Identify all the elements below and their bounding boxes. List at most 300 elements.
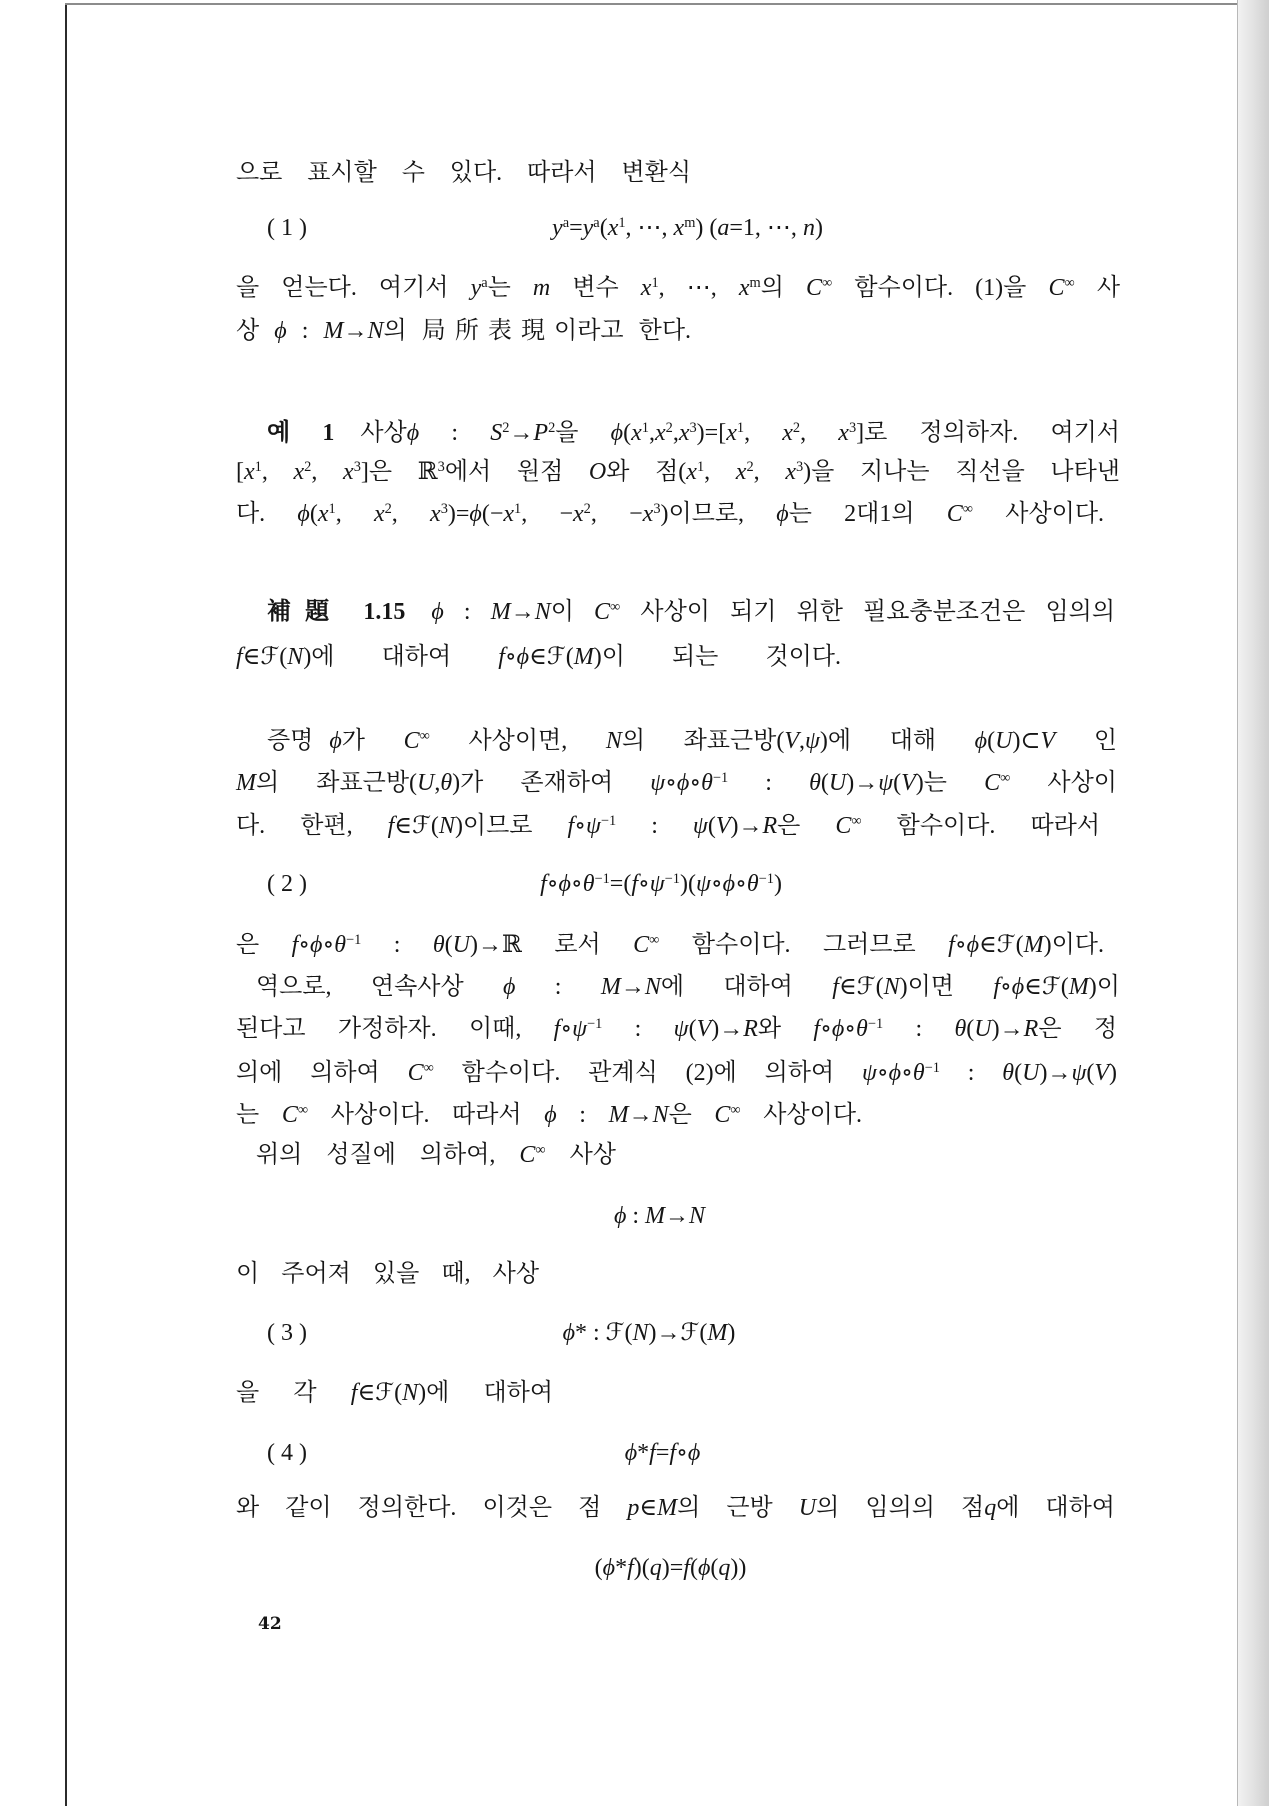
math-symbol: ϕ (406, 420, 420, 446)
text-run: ∈ℱ( (1024, 974, 1069, 1000)
text-run: 을 각 (236, 1380, 351, 1406)
superscript: m (684, 215, 696, 232)
math-symbol: M (573, 644, 594, 670)
text-run: ( (689, 1555, 698, 1581)
math-symbol: ϕ (697, 1555, 711, 1581)
math-symbol: a (717, 215, 730, 241)
math-symbol: V (715, 813, 731, 839)
math-symbol: M (657, 1495, 678, 1521)
text-run: )에 대하여 (418, 1380, 553, 1406)
text-run: 는 2대1의 (788, 501, 947, 527)
text-run: )이므로, (660, 501, 777, 527)
math-symbol: q (649, 1555, 662, 1581)
text-run: 은 (236, 932, 292, 958)
text-run: )이 되는 것이다. (593, 644, 841, 670)
math-symbol: p (627, 1495, 640, 1521)
text-line (236, 1258, 539, 1290)
text-run: : (728, 770, 810, 796)
superscript: 3 (353, 459, 361, 476)
superscript: 3 (437, 459, 445, 476)
math-symbol: ϕ (610, 420, 624, 446)
superscript: ∞ (730, 1102, 741, 1119)
math-symbol: f (553, 1016, 561, 1042)
math-symbol: N (689, 1203, 706, 1229)
text-run: ∘ (820, 1016, 832, 1042)
text-run: )→ (711, 1016, 744, 1042)
superscript: −1 (600, 813, 617, 830)
superscript: ∞ (962, 501, 974, 518)
math-symbol: x (573, 501, 584, 527)
text-run: )이므로 (454, 813, 568, 839)
math-symbol: V (696, 1016, 712, 1042)
math-symbol: ϕ (613, 1203, 627, 1229)
superscript: 1 (736, 420, 745, 437)
math-symbol: ϕ (274, 318, 287, 344)
math-symbol: x (782, 420, 793, 446)
text-run: ) (773, 871, 782, 897)
text-run: 사상이면, (429, 728, 606, 754)
superscript: 2 (548, 420, 556, 437)
superscript: a (593, 215, 600, 232)
superscript: 1 (254, 459, 262, 476)
superscript: ∞ (1064, 275, 1075, 292)
text-run: ∘ (876, 1060, 889, 1086)
math-symbol: N (652, 1102, 669, 1128)
text-run: ∘ (676, 1440, 688, 1466)
text-run: )( (633, 1555, 650, 1581)
text-line (236, 1492, 1115, 1524)
text-run: , ⋯, (658, 275, 739, 301)
text-run: ∈ℱ( (838, 974, 884, 1000)
superscript: 1 (696, 459, 705, 476)
equation (605, 1437, 720, 1469)
text-run: : (939, 1060, 1003, 1086)
text-run: 사상이다. (973, 501, 1104, 527)
math-symbol: θ (582, 871, 595, 897)
superscript: ∞ (423, 1060, 434, 1077)
text-line (256, 1139, 616, 1171)
superscript: 1 (618, 215, 626, 232)
text-run: ( (987, 728, 996, 754)
math-symbol: C (519, 1142, 536, 1168)
math-symbol: M (1023, 932, 1044, 958)
text-run: , (434, 770, 441, 796)
math-symbol: C (714, 1102, 731, 1128)
text-run: =( (609, 871, 632, 897)
text-run: 사 (1074, 275, 1121, 301)
text-run: ∘ (710, 871, 723, 897)
superscript: 1 (651, 275, 659, 292)
superscript: ∞ (851, 813, 862, 830)
math-symbol: f (498, 644, 505, 670)
superscript: 3 (440, 501, 448, 518)
math-symbol: θ (809, 770, 821, 796)
math-symbol: U (452, 932, 470, 958)
math-symbol: R (1023, 1016, 1039, 1042)
math-symbol: ψ (692, 813, 708, 839)
text-run: , − (521, 501, 574, 527)
math-symbol: ψ (673, 1016, 689, 1042)
math-symbol: U (974, 1016, 992, 1042)
text-run: ∈ℱ( (979, 932, 1024, 958)
text-run: ( (444, 932, 453, 958)
superscript: m (749, 275, 761, 292)
superscript: a (562, 215, 570, 232)
text-run: 역으로, 연속사상 (256, 974, 503, 1000)
text-run: ) (727, 1320, 736, 1346)
text-run: )=[ (696, 420, 727, 446)
text-run: = (569, 215, 583, 241)
bold-label: 예 1 (267, 420, 335, 446)
text-run: ( (594, 1555, 603, 1581)
math-symbol: x (686, 459, 697, 485)
text-run: ) ( (695, 215, 718, 241)
text-run: 다. 한편, (236, 813, 388, 839)
text-run: )) (730, 1555, 747, 1581)
text-run: , (335, 501, 374, 527)
math-symbol: f (669, 1440, 677, 1466)
equation-number: (3) (267, 1320, 313, 1346)
text-run: : (361, 932, 433, 958)
superscript: 2 (746, 459, 754, 476)
text-line (236, 641, 841, 673)
math-symbol: x (607, 215, 619, 241)
math-symbol: ψ (649, 871, 665, 897)
superscript: 3 (689, 420, 697, 437)
math-symbol: ϕ (503, 974, 516, 1000)
superscript: 1 (514, 501, 522, 518)
text-run: ( (893, 770, 902, 796)
text-run: )→ (1039, 1060, 1072, 1086)
text-run: → (620, 974, 645, 1000)
math-symbol: x (642, 501, 654, 527)
superscript: −1 (867, 1016, 884, 1033)
text-run: 은 (668, 1102, 715, 1128)
text-run: , (753, 459, 786, 485)
math-symbol: θ (334, 932, 347, 958)
math-symbol: x (838, 420, 849, 446)
text-run: 변수 (550, 275, 641, 301)
math-symbol: C (835, 813, 852, 839)
text-run: , (391, 501, 431, 527)
math-symbol: ϕ (687, 1440, 701, 1466)
text-run: )→ (846, 770, 879, 796)
math-symbol: f (291, 932, 299, 958)
text-run: 이 (550, 599, 595, 625)
text-run: 된다고 가정하자. 이때, (236, 1016, 554, 1042)
math-symbol: M (490, 599, 511, 625)
math-symbol: V (784, 728, 800, 754)
section-label: 증명 (267, 728, 314, 754)
text-run: * : ℱ( (575, 1320, 633, 1346)
math-symbol: ϕ (297, 501, 310, 527)
equation-number: (1) (267, 215, 313, 241)
text-run: 의 임의의 점 (816, 1495, 985, 1521)
text-run: → (628, 1102, 653, 1128)
math-symbol: ϕ (516, 644, 530, 670)
text-run: )= (447, 501, 470, 527)
math-symbol: V (901, 770, 916, 796)
text-run: : (419, 420, 491, 446)
math-symbol: U (828, 770, 847, 796)
math-symbol: ϕ (469, 501, 482, 527)
text-run: 의 좌표근방( (621, 728, 785, 754)
math-symbol: N (287, 644, 304, 670)
math-symbol: M (707, 1320, 728, 1346)
text-line (236, 157, 691, 189)
text-run: ( (623, 420, 632, 446)
text-run: ( (820, 770, 829, 796)
text-run: ( (710, 1555, 719, 1581)
math-symbol: θ (701, 770, 713, 796)
text-run: , − (590, 501, 643, 527)
text-run: ∘ (735, 871, 747, 897)
math-symbol: N (402, 1380, 419, 1406)
math-symbol: R (743, 1016, 758, 1042)
superscript: −1 (346, 932, 362, 949)
math-symbol: U (798, 1495, 817, 1521)
math-symbol: ψ (1071, 1060, 1087, 1086)
text-run: 사상이다. 따라서 (308, 1102, 545, 1128)
text-run: )이다. (1043, 932, 1104, 958)
math-symbol: ϕ (431, 599, 444, 625)
math-symbol: f (627, 1555, 634, 1581)
math-symbol: ψ (805, 728, 820, 754)
math-symbol: ϕ (722, 871, 736, 897)
text-run: 에 대하여 (660, 974, 833, 1000)
text-run: 함수이다. (1)을 (832, 275, 1049, 301)
superscript: 1 (328, 501, 336, 518)
text-run: [ (236, 459, 244, 485)
text-run: 에서 원점 (444, 459, 589, 485)
text-line (236, 498, 1104, 530)
math-symbol: ϕ (602, 1555, 616, 1581)
math-symbol: P (533, 420, 549, 446)
text-run: * (615, 1555, 628, 1581)
math-symbol: N (632, 1320, 649, 1346)
math-symbol: x (293, 459, 305, 485)
text-run: ]로 정의하자. 여기서 (856, 420, 1120, 446)
math-symbol: x (430, 501, 441, 527)
text-run: : (286, 318, 324, 344)
math-symbol: C (633, 932, 650, 958)
superscript: 2 (384, 501, 392, 518)
math-symbol: f (832, 974, 839, 1000)
math-symbol: x (640, 275, 652, 301)
text-run: → (510, 599, 535, 625)
math-symbol: V (1040, 728, 1056, 754)
math-symbol: C (984, 770, 1001, 796)
text-run: ]은 ℝ (360, 459, 438, 485)
text-run: 으로 표시할 수 있다. 따라서 변환식 (236, 160, 691, 186)
math-symbol: ϕ (544, 1102, 557, 1128)
text-run: 는 (236, 1102, 282, 1128)
math-symbol: x (244, 459, 255, 485)
math-symbol: f (993, 974, 1000, 1000)
math-symbol: ϕ (1011, 974, 1025, 1000)
superscript: ∞ (1000, 770, 1011, 787)
math-symbol: M (323, 318, 344, 344)
math-symbol: N (605, 728, 622, 754)
text-run: )⊂ (1012, 728, 1041, 754)
text-run: 의 (760, 275, 806, 301)
superscript: 2 (583, 501, 591, 518)
text-run: 함수이다. 따라서 (861, 813, 1101, 839)
math-symbol: f (813, 1016, 821, 1042)
text-line (236, 1377, 553, 1409)
superscript: 3 (653, 501, 661, 518)
math-symbol: M (236, 770, 256, 796)
text-run: )에 대해 (819, 728, 975, 754)
math-symbol: y (470, 275, 482, 301)
superscript: a (481, 275, 488, 292)
math-symbol: θ (1002, 1060, 1015, 1086)
math-symbol: N (367, 318, 384, 344)
text-run: , (704, 459, 736, 485)
math-symbol: M (1068, 974, 1089, 1000)
superscript: ∞ (610, 599, 621, 616)
text-run: : (515, 974, 601, 1000)
math-symbol: ϕ (676, 770, 690, 796)
text-run: ∘ (298, 932, 311, 958)
math-symbol: f (631, 871, 638, 897)
math-symbol: f (948, 932, 955, 958)
text-run: ( (1014, 1060, 1023, 1086)
text-run: 의 근방 (677, 1495, 799, 1521)
text-run: , ⋯, (625, 215, 674, 241)
math-symbol: θ (954, 1016, 967, 1042)
math-symbol: f (387, 813, 395, 839)
superscript: ∞ (822, 275, 833, 292)
equation-number: (2) (267, 871, 313, 897)
math-symbol: U (995, 728, 1013, 754)
text-line (236, 1099, 862, 1131)
text-run: , (799, 728, 806, 754)
equation-number: (4) (267, 1440, 313, 1466)
superscript: 2 (502, 420, 510, 437)
text-run: ∘ (901, 1060, 913, 1086)
math-symbol: q (984, 1495, 997, 1521)
math-symbol: ψ (878, 770, 894, 796)
text-run: ∈ℱ( (357, 1380, 403, 1406)
math-symbol: x (317, 501, 329, 527)
text-run: , (672, 420, 679, 446)
math-symbol: f (350, 1380, 358, 1406)
superscript: −1 (712, 770, 729, 787)
display-formula (599, 1200, 720, 1232)
math-symbol: x (738, 275, 750, 301)
math-symbol: f (540, 871, 547, 897)
text-run: ( (309, 501, 318, 527)
math-symbol: C (946, 501, 963, 527)
text-line (236, 810, 1100, 842)
math-symbol: θ (912, 1060, 925, 1086)
text-run: = (655, 1440, 670, 1466)
math-symbol: N (438, 813, 455, 839)
text-line (236, 1013, 1117, 1045)
math-symbol: N (644, 974, 661, 1000)
superscript: −1 (587, 1016, 603, 1033)
math-symbol: N (883, 974, 900, 1000)
superscript: 3 (795, 459, 804, 476)
text-run: ( (1086, 1060, 1095, 1086)
math-symbol: f (649, 1440, 656, 1466)
text-run: , (311, 459, 344, 485)
text-run: 사상 (360, 420, 407, 446)
text-run: , (261, 459, 294, 485)
math-symbol: V (1094, 1060, 1110, 1086)
math-symbol: ψ (572, 1016, 587, 1042)
math-symbol: q (718, 1555, 731, 1581)
text-run: ∈ (639, 1495, 658, 1521)
superscript: ∞ (535, 1142, 546, 1159)
math-symbol: x (673, 215, 685, 241)
display-formula (555, 1552, 786, 1584)
text-run: ∘ (504, 644, 517, 670)
math-symbol: ϕ (329, 728, 342, 754)
text-run: 와 같이 정의한다. 이것은 점 (236, 1495, 628, 1521)
math-symbol: y (582, 215, 594, 241)
text-run: 다. (236, 501, 298, 527)
text-run: )이 (1088, 974, 1120, 1000)
math-symbol: R (762, 813, 778, 839)
math-symbol: M (608, 1102, 629, 1128)
math-symbol: M (645, 1203, 666, 1229)
text-run: ( (707, 813, 716, 839)
text-run: ∈ℱ( (529, 644, 574, 670)
superscript: 2 (792, 420, 801, 437)
text-run: ∘ (638, 871, 650, 897)
math-symbol: ψ (695, 871, 711, 897)
text-run: ) (814, 215, 823, 241)
text-run: 의에 의하여 (236, 1060, 408, 1086)
math-symbol: x (678, 420, 690, 446)
text-run: )→ (730, 813, 763, 839)
math-symbol: m (532, 275, 551, 301)
math-symbol: C (594, 599, 611, 625)
text-run: )→ (991, 1016, 1024, 1042)
text-run: (− (481, 501, 504, 527)
text-run: ∘ (570, 871, 583, 897)
text-run: ∘ (574, 813, 586, 839)
text-run: 인 (1055, 728, 1118, 754)
text-run: ) (1109, 1060, 1118, 1086)
text-run: )= (661, 1555, 684, 1581)
math-symbol: ϕ (831, 1016, 845, 1042)
math-symbol: O (588, 459, 607, 485)
text-run: : (883, 1016, 955, 1042)
text-run: : (556, 1102, 609, 1128)
text-run: , (800, 420, 839, 446)
text-run: : (616, 813, 693, 839)
text-run: 을 얻는다. 여기서 (236, 275, 471, 301)
text-run: )→ℝ 로서 (469, 932, 634, 958)
text-run: ∘ (560, 1016, 573, 1042)
text-run: 사상이 되기 위한 필요충분조건은 임의의 (620, 599, 1116, 625)
text-run: , (744, 420, 783, 446)
page-number: 42 (258, 1614, 282, 1634)
superscript: 2 (665, 420, 673, 437)
superscript: −1 (664, 871, 680, 888)
text-run: , (648, 420, 655, 446)
page-edge-left (65, 3, 67, 1806)
text-run: 와 (757, 1016, 814, 1042)
superscript: 2 (304, 459, 312, 476)
text-run: 가 (341, 728, 404, 754)
math-symbol: ϕ (624, 1440, 638, 1466)
text-line (236, 272, 1120, 304)
math-symbol: n (802, 215, 815, 241)
